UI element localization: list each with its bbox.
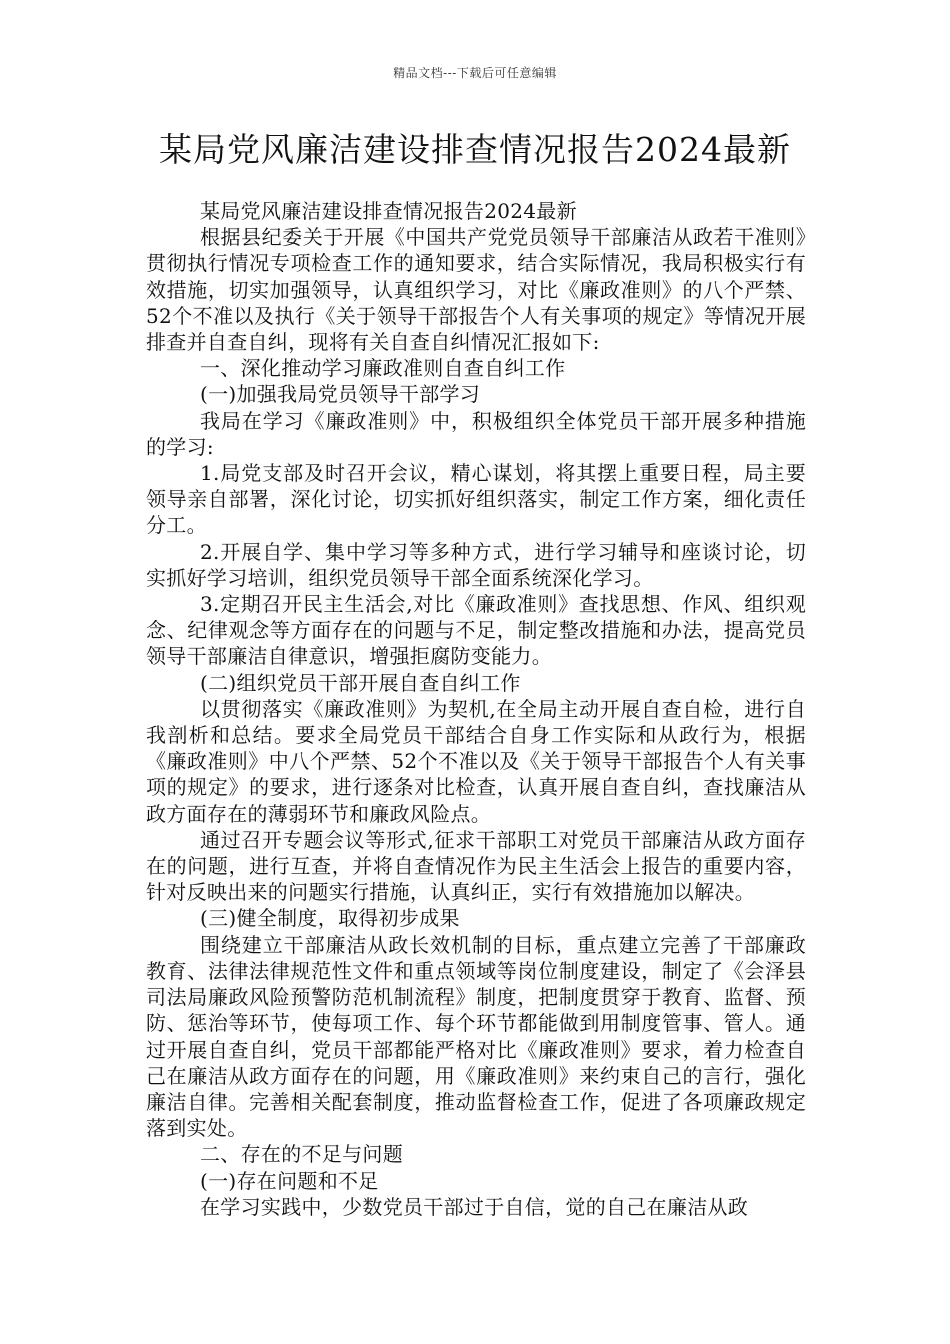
subsection-heading: (三)健全制度，取得初步成果 [200,906,460,931]
body-paragraph: 某局党风廉洁建设排查情况报告2024最新 [200,199,577,223]
section-heading: 一、深化推动学习廉政准则自查自纠工作 [200,356,566,381]
page-header-note: 精品文档---下载后可任意编辑 [393,66,557,80]
body-paragraph: 我局在学习《廉政准则》中，积极组织全体党员干部开展多种措施的学习: [146,408,806,459]
body-paragraph: 根据县纪委关于开展《中国共产党党员领导干部廉洁从政若干准则》贯彻执行情况专项检查工作的通知要求，结合实际情况，我局积极实行有效措施，切实加强领导，认真组织学习，对比《廉政准则》的八个严禁、52个不准以及执行《关于领导干部报告个人有关事项的规定》等情况开展排查并自查自纠，现将有关自查自纠情况汇报如下: [146,225,806,355]
body-paragraph: 以贯彻落实《廉政准则》为契机,在全局主动开展自查自检，进行自我剖析和总结。要求全局党员干部结合自身工作实际和从政行为，根据《廉政准则》中八个严禁、52个不准以及《关于领导干部报告个人有关事项的规定》的要求，进行逐条对比检查，认真开展自查自纠，查找廉洁从政方面存在的薄弱环节和廉政风险点。 [146,696,806,826]
subsection-heading: (二)组织党员干部开展自查自纠工作 [200,670,521,695]
subsection-heading: (一)加强我局党员领导干部学习 [200,382,481,407]
subsection-heading: (一)存在问题和不足 [200,1168,379,1193]
document-body [146,198,806,1220]
section-heading: 二、存在的不足与问题 [200,1142,403,1167]
list-item: 3.定期召开民主生活会,对比《廉政准则》查找思想、作风、组织观念、纪律观念等方面存在的问题与不足，制定整改措施和办法，提高党员领导干部廉洁自律意识，增强拒腐防变能力。 [146,592,806,669]
list-item: 1.局党支部及时召开会议，精心谋划，将其摆上重要日程，局主要领导亲自部署，深化讨论，切实抓好组织落实，制定工作方案，细化责任分工。 [146,461,806,538]
list-item: 2.开展自学、集中学习等多种方式，进行学习辅导和座谈讨论，切实抓好学习培训，组织党员领导干部全面系统深化学习。 [146,539,806,590]
body-paragraph: 通过召开专题会议等形式,征求干部职工对党员干部廉洁从政方面存在的问题，进行互查，并将自查情况作为民主生活会上报告的重要内容，针对反映出来的问题实行措施，认真纠正，实行有效措施加以解决。 [146,827,806,905]
body-paragraph: 在学习实践中，少数党员干部过于自信，觉的自己在廉洁从政 [200,1194,749,1219]
body-paragraph: 围绕建立干部廉洁从政长效机制的目标，重点建立完善了干部廉政教育、法律法律规范性文件和重点领域等岗位制度建设，制定了《会泽县司法局廉政风险预警防范机制流程》制度，把制度贯穿于教育、监督、预防、惩治等环节，使每项工作、每个环节都能做到用制度管事、管人。通过开展自查自纠，党员干部都能严格对比《廉政准则》要求，着力检查自己在廉洁从政方面存在的问题，用《廉政准则》来约束自己的言行，强化廉洁自律。完善相关配套制度，推动监督检查工作，促进了各项廉政规定落到实处。 [146,932,806,1141]
document-title: 某局党风廉洁建设排查情况报告2024最新 [159,130,791,169]
